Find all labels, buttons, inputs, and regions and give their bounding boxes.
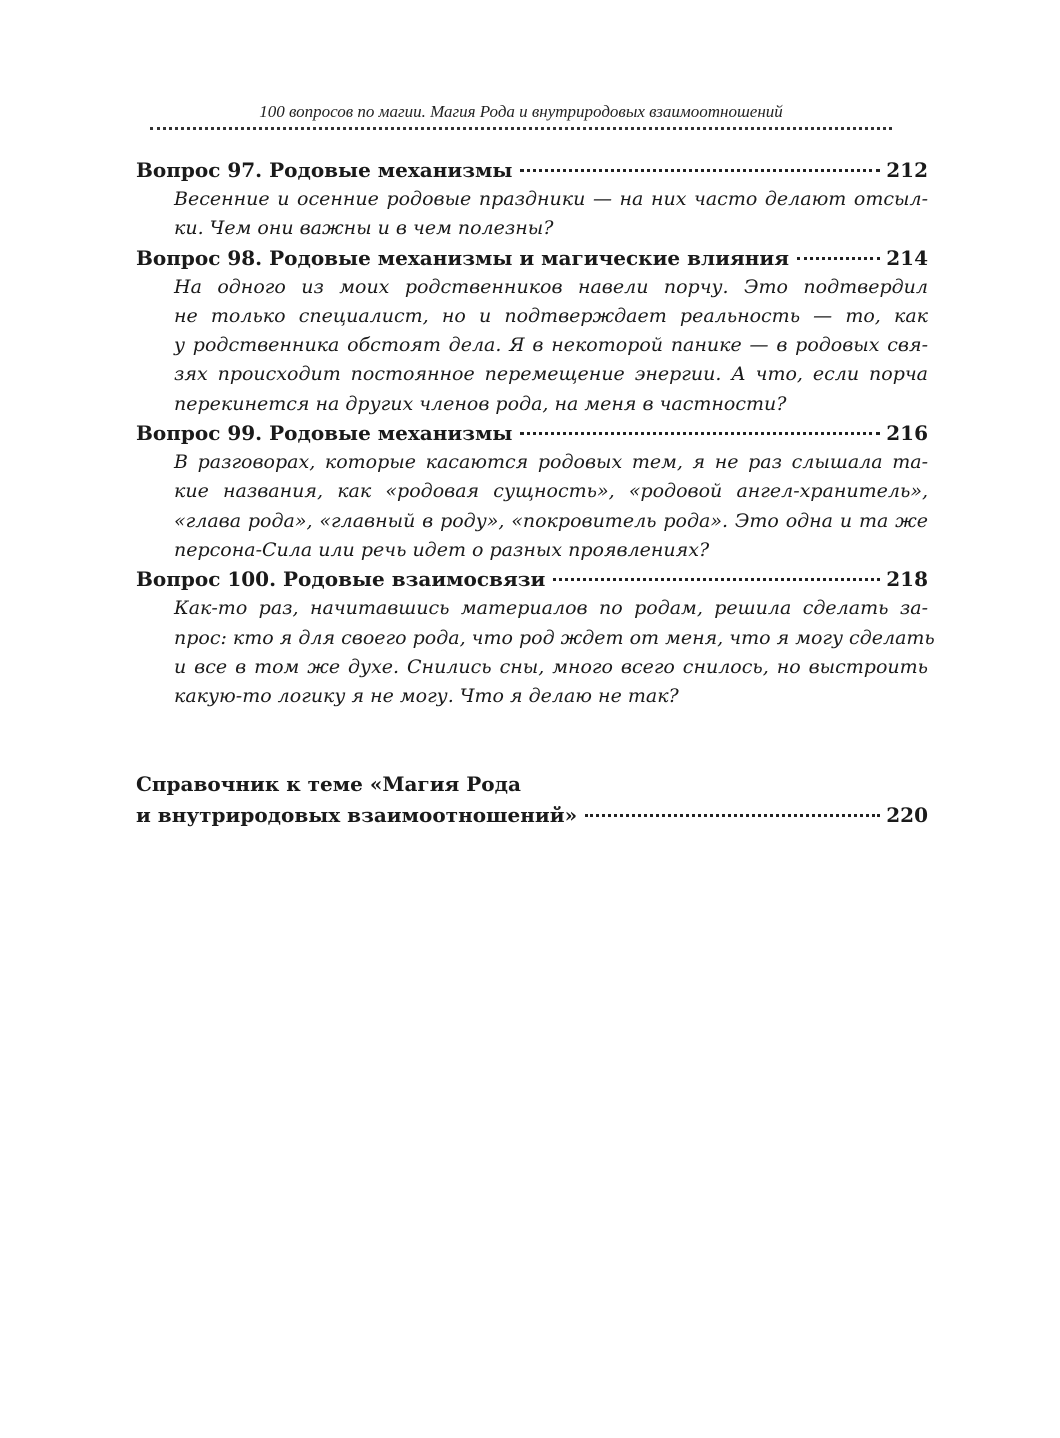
running-head: 100 вопросов по магии. Магия Рода и внутриродовых взаимоотношений <box>259 102 783 121</box>
toc-entry-description <box>174 185 928 244</box>
description-line: В разговорах, которые касаются родовых тем, я не раз слышала та- <box>174 451 928 474</box>
toc-entry-description <box>174 594 935 711</box>
dot-leader <box>585 814 880 817</box>
description-line: На одного из моих родственников навели порчу. Это подтвердил <box>174 275 928 298</box>
toc-entry-title: Вопрос 97. Родовые механизмы <box>136 158 513 182</box>
toc-entry-title: Вопрос 100. Родовые взаимосвязи <box>136 567 546 592</box>
description-line: зях происходит постоянное перемещение энергии. А что, если порча <box>174 363 928 386</box>
description-line: перекинется на других членов рода, на меня в частности? <box>174 392 787 415</box>
dot-leader <box>520 432 880 435</box>
toc-entry-page: 216 <box>886 421 928 446</box>
toc-entry <box>136 565 935 711</box>
reference-title-line2: и внутриродовых взаимоотношений» <box>136 803 578 827</box>
toc-entry <box>136 244 928 419</box>
toc-entry-page: 218 <box>886 567 928 592</box>
description-line: Как-то раз, начитавшись материалов по родам, решила сделать за- <box>174 597 928 620</box>
description-line: «глава рода», «главный в роду», «покровитель рода». Это одна и та же <box>174 509 928 532</box>
description-line: Весенние и осенние родовые праздники — на них часто делают отсыл- <box>174 188 928 210</box>
toc-entry-title: Вопрос 99. Родовые механизмы <box>136 421 513 446</box>
description-line: не только специалист, но и подтверждает реальность — то, как <box>174 304 928 327</box>
description-line: у родственника обстоят дела. Я в некоторой панике — в родовых свя- <box>174 334 928 357</box>
dot-leader <box>797 257 880 260</box>
toc-entry-description <box>174 273 928 419</box>
toc-entry-heading[interactable] <box>136 565 928 594</box>
toc-entry-heading[interactable] <box>136 419 928 448</box>
toc-entry <box>136 156 928 244</box>
dot-leader <box>553 578 880 581</box>
reference-title-line1: Справочник к теме «Магия Рода <box>136 772 521 796</box>
header-divider <box>150 127 892 130</box>
toc-entry <box>136 419 928 565</box>
reference-entry[interactable] <box>136 770 928 830</box>
toc-entry-heading[interactable] <box>136 156 928 185</box>
toc-entry-title: Вопрос 98. Родовые механизмы и магические влияния <box>136 245 789 270</box>
reference-heading <box>136 801 928 830</box>
description-line: ки. Чем они важны и в чем полезны? <box>174 217 554 240</box>
description-line: кие названия, как «родовая сущность», «родовой ангел-хранитель», <box>174 480 928 503</box>
reference-page: 220 <box>886 803 928 827</box>
dot-leader <box>520 169 880 172</box>
toc-entry-description <box>174 448 928 565</box>
toc-entry-page: 214 <box>886 245 928 270</box>
description-line: какую-то логику я не могу. Что я делаю не так? <box>174 685 679 708</box>
description-line: прос: кто я для своего рода, что род ждет от меня, что я могу сделать <box>174 626 935 649</box>
table-of-contents <box>136 156 935 711</box>
toc-entry-page: 212 <box>886 158 928 182</box>
description-line: и все в том же духе. Снились сны, много всего снилось, но выстроить <box>174 655 928 678</box>
toc-entry-heading[interactable] <box>136 244 928 273</box>
description-line: персона-Сила или речь идет о разных проявлениях? <box>174 538 710 561</box>
